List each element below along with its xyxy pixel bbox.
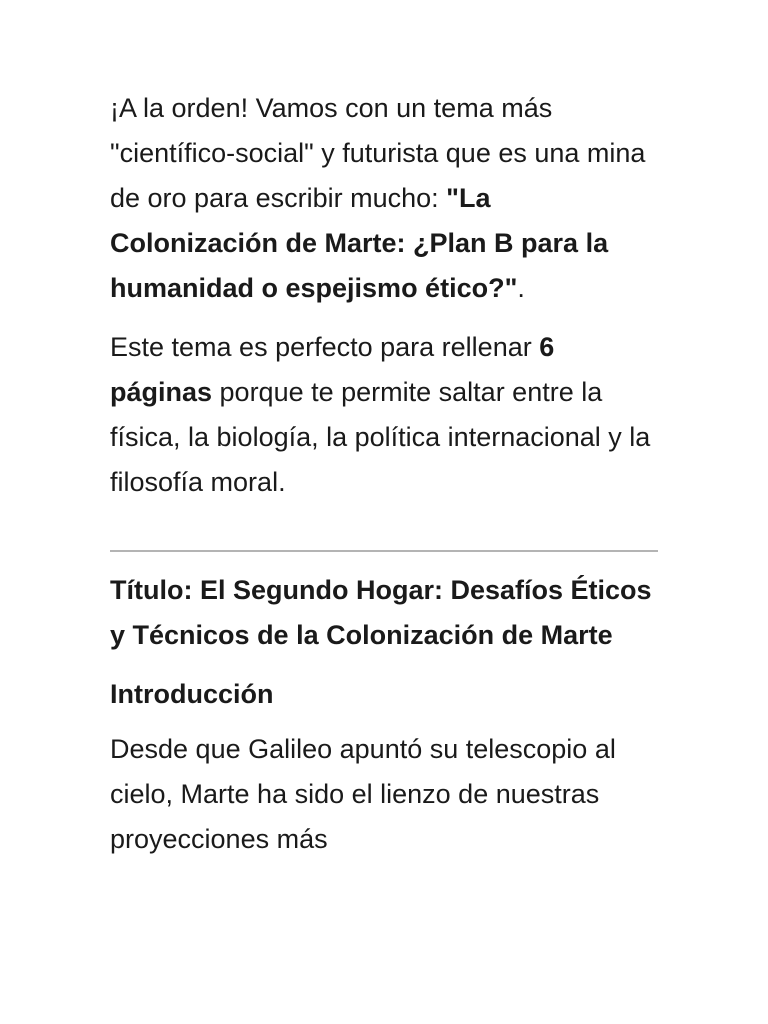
pages-count: 6 páginas <box>110 332 555 407</box>
topic-title: "La Colonización de Marte: ¿Plan B para la humanidad o espejismo ético?" <box>110 183 609 303</box>
intro-text-end: . <box>517 273 525 303</box>
section-heading: Introducción <box>110 679 274 709</box>
section-paragraph: Desde que Galileo apuntó su telescopio al cielo, Marte ha sido el lienzo de nuestras proyecciones más <box>110 734 616 854</box>
second-paragraph-text: Este tema es perfecto para rellenar <box>110 332 540 362</box>
essay-title: Título: El Segundo Hogar: Desafíos Éticos y Técnicos de la Colonización de Marte <box>110 575 652 650</box>
intro-paragraph <box>110 86 658 311</box>
second-paragraph <box>110 325 658 505</box>
second-paragraph-text-end: porque te permite saltar entre la física, la biología, la política internacional y la filosofía moral. <box>110 377 651 497</box>
divider <box>110 550 658 552</box>
intro-text: ¡A la orden! Vamos con un tema más "científico-social" y futurista que es una mina de oro para escribir mucho: <box>110 93 646 213</box>
